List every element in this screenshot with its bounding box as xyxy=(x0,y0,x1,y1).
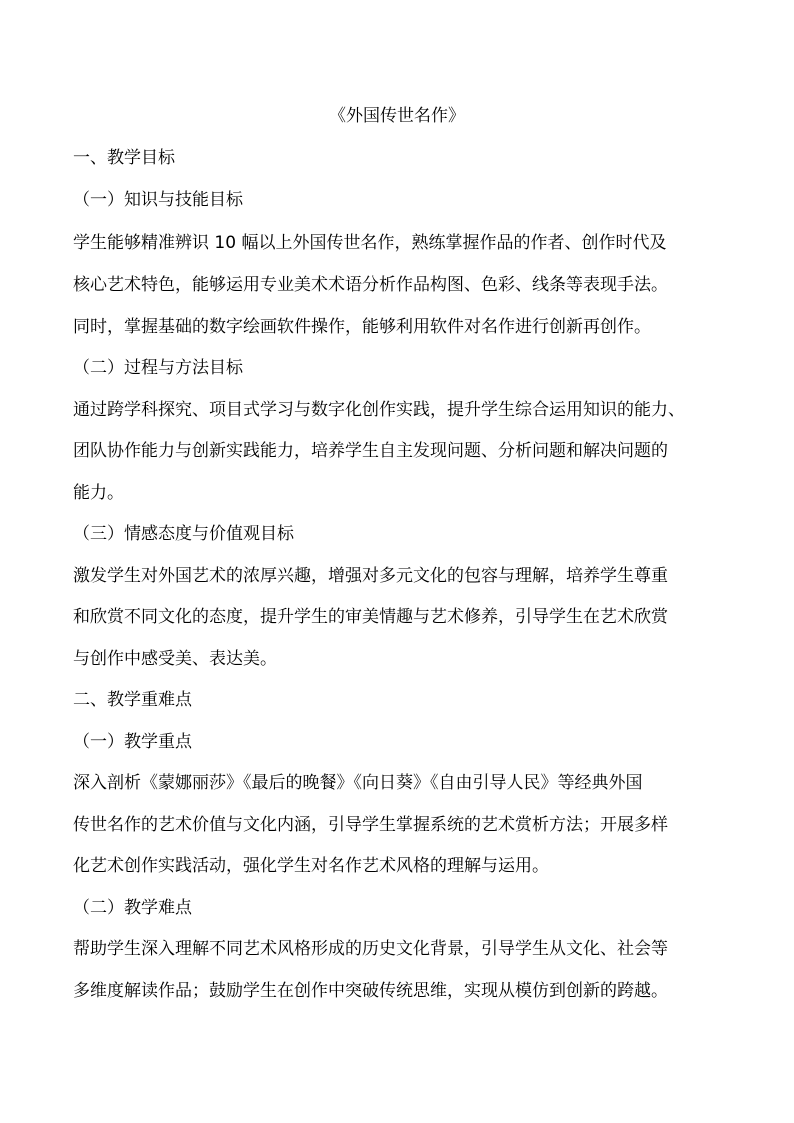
paragraph-line: 化艺术创作实践活动，强化学生对名作艺术风格的理解与运用。 xyxy=(73,856,549,876)
section-heading-key-difficulties: 二、教学重难点 xyxy=(73,690,192,710)
paragraph-line: 多维度解读作品；鼓励学生在创作中突破传统思维，实现从模仿到创新的跨越。 xyxy=(73,981,668,1001)
paragraph-line: 学生能够精准辨识 10 幅以上外国传世名作，熟练掌握作品的作者、创作时代及 xyxy=(73,233,667,253)
paragraph-line: 同时，掌握基础的数字绘画软件操作，能够利用软件对名作进行创新再创作。 xyxy=(73,317,651,337)
paragraph-line: 深入剖析《蒙娜丽莎》《最后的晚餐》《向日葵》《自由引导人民》等经典外国 xyxy=(73,773,643,793)
paragraph-line: 核心艺术特色，能够运用专业美术术语分析作品构图、色彩、线条等表现手法。 xyxy=(73,275,668,295)
paragraph-line: 与创作中感受美、表达美。 xyxy=(73,649,277,669)
subsection-heading-process-methods: （二）过程与方法目标 xyxy=(73,358,243,378)
subsection-heading-difficulties: （二）教学难点 xyxy=(73,898,192,918)
subsection-heading-key-points: （一）教学重点 xyxy=(73,732,192,752)
paragraph-line: 和欣赏不同文化的态度，提升学生的审美情趣与艺术修养，引导学生在艺术欣赏 xyxy=(73,607,668,627)
paragraph-line: 激发学生对外国艺术的浓厚兴趣，增强对多元文化的包容与理解，培养学生尊重 xyxy=(73,566,668,586)
paragraph-line: 能力。 xyxy=(73,483,124,503)
paragraph-line: 传世名作的艺术价值与文化内涵，引导学生掌握系统的艺术赏析方法；开展多样 xyxy=(73,815,668,835)
document-title: 《外国传世名作》 xyxy=(329,106,465,126)
subsection-heading-emotion-values: （三）情感态度与价值观目标 xyxy=(73,524,294,544)
paragraph-line: 帮助学生深入理解不同艺术风格形成的历史文化背景，引导学生从文化、社会等 xyxy=(73,939,668,959)
subsection-heading-knowledge-skills: （一）知识与技能目标 xyxy=(73,190,243,210)
paragraph-line: 通过跨学科探究、项目式学习与数字化创作实践，提升学生综合运用知识的能力、 xyxy=(73,400,685,420)
section-heading-teaching-goals: 一、教学目标 xyxy=(73,148,175,168)
paragraph-line: 团队协作能力与创新实践能力，培养学生自主发现问题、分析问题和解决问题的 xyxy=(73,441,668,461)
